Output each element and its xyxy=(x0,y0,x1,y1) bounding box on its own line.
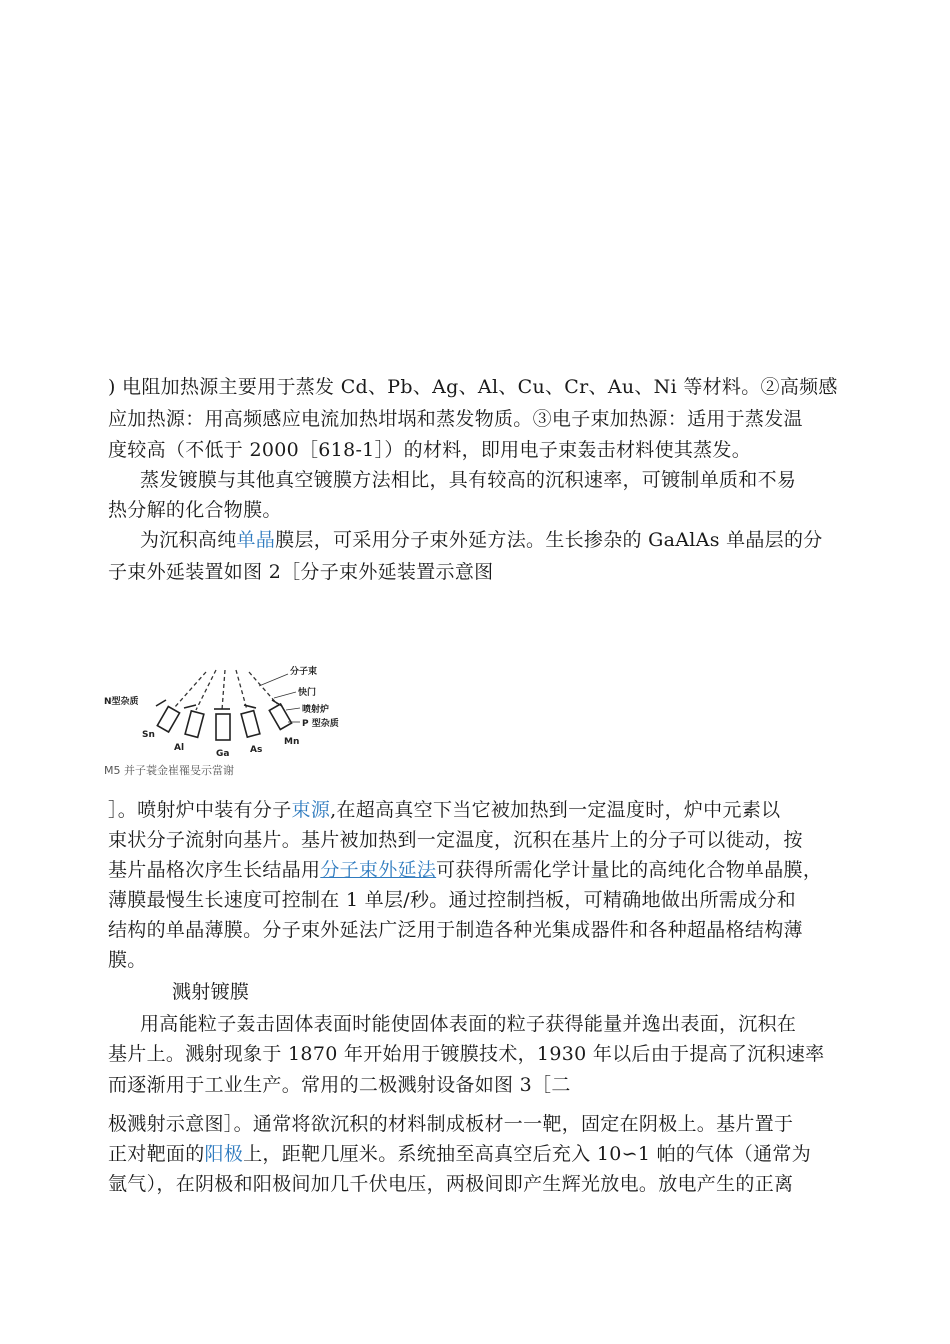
furnace-sn xyxy=(157,706,179,732)
paragraph-start-line: 蒸发镀膜与其他真空镀膜方法相比，具有较高的沉积速率，可镀制单质和不易 xyxy=(140,469,797,491)
link-beam-source[interactable]: 束源 xyxy=(291,799,331,821)
leader-line xyxy=(259,674,288,686)
furnace-as xyxy=(241,711,260,738)
text-line: 氩气），在阴极和阳极间加几千伏电压，两极间即产生辉光放电。放电产生的正离 xyxy=(108,1173,794,1195)
label-shutter: 快门 xyxy=(298,688,317,698)
beam-line xyxy=(196,670,216,710)
text-segment: ,在超高真空下当它被加热到一定温度时，炉中元素以 xyxy=(330,799,781,821)
label-ga: Ga xyxy=(216,749,230,759)
text-line: 子束外延装置如图 2［分子束外延装置示意图 xyxy=(108,561,494,583)
shutter xyxy=(156,700,166,706)
beam-line xyxy=(236,670,247,710)
text-line xyxy=(108,858,822,882)
shutter xyxy=(272,700,282,706)
text-segment: 基片晶格次序生长结晶用 xyxy=(108,859,321,881)
text-line: 极溅射示意图］。通常将欲沉积的材料制成板材一一靶，固定在阴极上。基片置于 xyxy=(108,1113,794,1135)
text-line xyxy=(108,1142,811,1166)
link-mbe-method[interactable]: 分子束外延法 xyxy=(320,859,437,881)
text-segment: 正对靶面的 xyxy=(108,1143,205,1165)
text-line: 束状分子流射向基片。基片被加热到一定温度，沉积在基片上的分子可以徙动，按 xyxy=(108,829,803,851)
beam-line xyxy=(222,670,225,710)
text-segment: 膜层，可采用分子束外延方法。生长掺杂的 GaAlAs 单晶层的分 xyxy=(275,529,823,551)
mbe-diagram xyxy=(104,662,374,762)
label-mn: Mn xyxy=(284,737,300,747)
text-line xyxy=(108,798,780,822)
beam-line xyxy=(249,672,277,704)
text-line: 热分解的化合物膜。 xyxy=(108,499,282,521)
text-line: 基片上。溅射现象于 1870 年开始用于镀膜技术，1930 年以后由于提高了沉积速率 xyxy=(108,1043,825,1065)
label-molecular-beam: 分子束 xyxy=(290,667,318,677)
link-single-crystal[interactable]: 单晶 xyxy=(236,529,276,551)
mbe-apparatus-figure xyxy=(104,662,374,778)
shutter xyxy=(184,705,196,708)
text-line: 度较高（不低于 2000［618-1］）的材料，即用电子束轰击材料使其蒸发。 xyxy=(108,439,752,461)
paragraph-start-line: 用高能粒子轰击固体表面时能使固体表面的粒子获得能量并逸出表面，沉积在 xyxy=(140,1013,797,1035)
text-segment: 上，距靶几厘米。系统抽至高真空后充入 10∽1 帕的气体（通常为 xyxy=(243,1143,811,1165)
label-sn: Sn xyxy=(142,730,155,740)
label-n-dopant: N型杂质 xyxy=(104,697,139,707)
text-segment: 可获得所需化学计量比的高纯化合物单晶膜， xyxy=(436,859,823,881)
text-line: 膜。 xyxy=(108,949,147,971)
figure-caption: M5 并子蓑金崔罹旻示當谢 xyxy=(104,764,234,777)
beam-line xyxy=(174,672,206,708)
furnace-al xyxy=(185,711,204,738)
label-furnace: 喷射炉 xyxy=(302,705,330,715)
leader-line xyxy=(274,692,296,698)
section-heading: 溅射镀膜 xyxy=(172,981,250,1003)
text-segment: ］。喷射炉中装有分子 xyxy=(108,799,292,821)
furnace-ga xyxy=(216,714,230,740)
text-segment: 为沉积高纯 xyxy=(140,529,237,551)
leader-line xyxy=(286,708,300,710)
text-line: ) 电阻加热源主要用于蒸发 Cd、Pb、Ag、Al、Cu、Cr、Au、Ni 等材料。②高频感 xyxy=(108,376,838,398)
label-as: As xyxy=(250,745,263,755)
text-line: 而逐渐用于工业生产。常用的二极溅射设备如图 3［二 xyxy=(108,1074,571,1096)
text-line: 结构的单晶薄膜。分子束外延法广泛用于制造各种光集成器件和各种超晶格结构薄 xyxy=(108,919,803,941)
label-p-dopant: P 型杂质 xyxy=(302,719,339,729)
paragraph-start-line xyxy=(140,528,823,552)
label-al: Al xyxy=(174,743,185,753)
furnace-mn xyxy=(269,704,291,730)
text-line: 薄膜最慢生长速度可控制在 1 单层/秒。通过控制挡板，可精确地做出所需成分和 xyxy=(108,889,796,911)
link-anode[interactable]: 阳极 xyxy=(204,1143,244,1165)
text-line: 应加热源：用高频感应电流加热坩埚和蒸发物质。③电子束加热源：适用于蒸发温 xyxy=(108,408,803,430)
